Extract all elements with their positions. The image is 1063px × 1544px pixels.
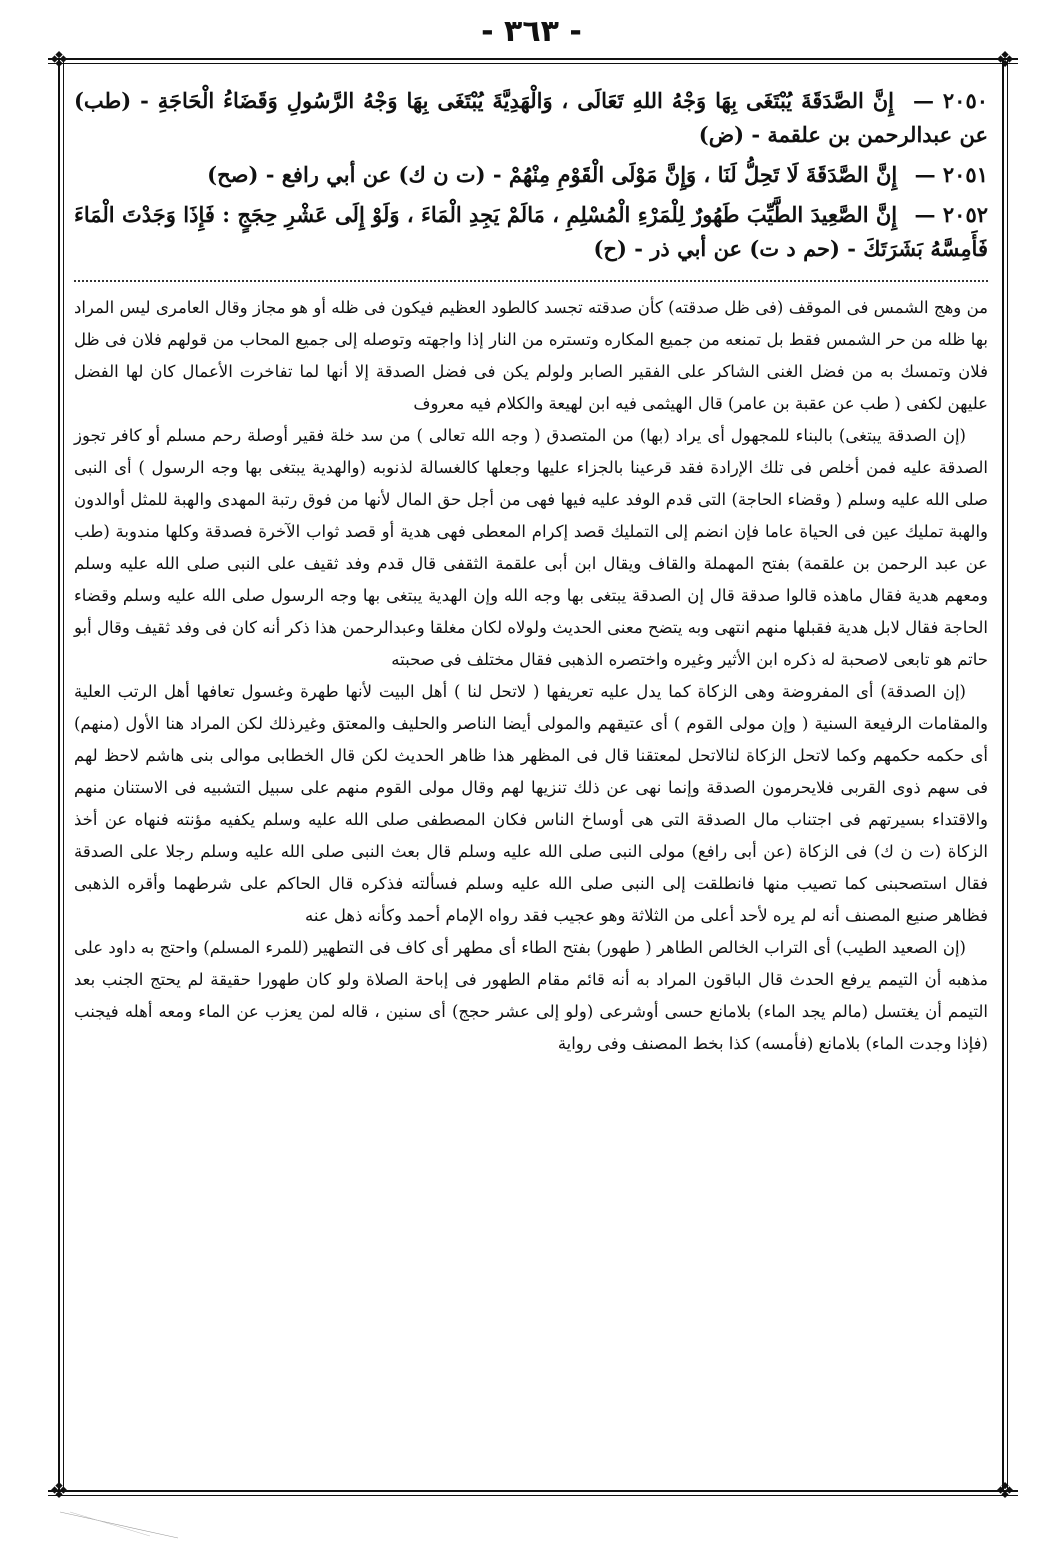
corner-ornament-icon: ❖ xyxy=(49,48,69,73)
hadith-number: ٢٠٥٢ — xyxy=(914,202,989,228)
hadith-2052 xyxy=(74,198,988,266)
scan-artifact-lines xyxy=(60,1510,180,1540)
corner-ornament-icon: ❖ xyxy=(995,48,1015,73)
hadith-text: إِنَّ الصَّدَقَةَ لَا تَحِلُّ لَنَا ، وَإِنَّ مَوْلَى الْقَوْمِ مِنْهُمْ - (ت ن ك) عن أبي رافع - (صح) xyxy=(207,162,898,188)
commentary-paragraph: من وهج الشمس فى الموقف (فى ظل صدقته) كأن صدقته تجسد كالطود العظيم فيكون فى ظله أو هو مجاز وقال العامرى ليس المراد بها ظله من حر الشمس فقط بل تمنعه من جميع المكاره وتستره من النار إذا واجهته وتوصله إلى جميع المحاب من قولهم فلان فى ظل فلان وتمسك به من فضل الغنى الشاكر على الفقير الصابر ولولم يكن فى فضل الصدقة إلا أنها لما تفاخرت الأعمال كان لها الفضل عليهن لكفى ( طب عن عقبة بن عامر) قال الهيثمى فيه ابن لهيعة والكلام فيه معروف xyxy=(74,298,988,414)
hadith-text: إِنَّ الصَّدَقَةَ يُبْتَغَى بِهَا وَجْهُ اللهِ تَعَالَى ، وَالْهَدِيَّةَ يُبْتَغَى بِهَا وَجْهُ الرَّسُولِ وَقَضَاءُ الْحَاجَةِ - (طب) عن عبدالرحمن بن علقمة - (ض) xyxy=(74,88,988,148)
hadith-2050 xyxy=(74,84,988,152)
hadith-text: إِنَّ الصَّعِيدَ الطَّيِّبَ طَهُورٌ لِلْمَرْءِ الْمُسْلِمِ ، مَالَمْ يَجِدِ الْمَاءَ ، وَلَوْ إِلَى عَشْرِ حِجَجٍ : فَإِذَا وَجَدْتَ الْمَاءَ فَأَمِسَّهُ بَشَرَتَكَ - (حم د ت) عن أبي ذر - (ح) xyxy=(74,202,988,262)
commentary-paragraph: (إن الصدقة) أى المفروضة وهى الزكاة كما يدل عليه تعريفها ( لاتحل لنا ) أهل البيت لأنها طهرة وغسول تعافها أهل الرتب العلية والمقامات الرفيعة السنية ( وإن مولى القوم ) أى عتيقهم والمولى أيضا الناصر والحليف والمعتق وغيرذلك لكن المراد هنا الأول (منهم) أى حكمه حكمهم وكما لاتحل الزكاة لنالاتحل لمعتقنا قال فى المظهر هذا ظاهر الحديث لكن قال الخطابى موالى بنى هاشم لاحظ لهم فى سهم ذوى القربى فلايحرمون الصدقة وإنما نهى عن ذلك تنزيها لهم وقال مولى القوم منهم على سبيل التشبيه فى الاستنان منهم والاقتداء بسيرتهم فى اجتناب مال الصدقة التى هى أوساخ الناس فكان المصطفى صلى الله عليه وسلم يكفيه مؤنته فنهاه عن أخذ الزكاة (ت ن ك) فى الزكاة (عن أبى رافع) مولى النبى صلى الله عليه وسلم قال بعث النبى صلى الله عليه وسلم رجلا على الصدقة فقال استصحبنى كما تصيب منها فانطلقت إلى النبى صلى الله عليه وسلم فسألته فذكره قال الحاكم على شرطهما وأقره الذهبى فظاهر صنيع المصنف أنه لم يره لأحد أعلى من الثلاثة وهو عجيب فقد رواه الإمام أحمد وكأنه ذهل عنه xyxy=(74,682,988,926)
frame-bottom-border xyxy=(48,1490,1018,1496)
frame-left-border xyxy=(58,60,64,1492)
commentary-paragraph: (إن الصدقة يبتغى) بالبناء للمجهول أى يراد (بها) من المتصدق ( وجه الله تعالى ) من سد خلة فقير أوصلة رحم مسلم أو كافر تجوز الصدقة عليه فمن أخلص فى تلك الإرادة فقد قرعينا بالجزاء عليها وجعلها كالغسالة لذنوبه (والهدية يبتغى بها وجه الرسول ) أى النبى صلى الله عليه وسلم ( وقضاء الحاجة) التى قدم الوفد عليه فيها فهى من أجل حق المال لأنها من فوق رتبة المهدى والهبة للمثل أوالدون والهبة تمليك عين فى الحياة عاما فإن انضم إلى التمليك قصد إكرام المعطى فهى هدية أو قصد ثواب الآخرة فصدقة وكلها مندوبة (طب عن عبد الرحمن بن علقمة) بفتح المهملة والقاف ويقال ابن أبى علقمة الثقفى قال قدم وفد ثقيف على النبى صلى الله عليه وسلم ومعهم هدية فقال ماهذه قالوا صدقة قال إن الصدقة يبتغى بها وجه الله وإن الهدية يبتغى بها وجه الرسول صلى الله عليه وسلم وقضاء الحاجة فقال لابل هدية فقبلها منهم انتهى وبه يتضح معنى الحديث ولولاه لكان مغلقا وعبدالرحمن هذا ذكر أنه كان فى وفد ثقيف وقال أبو حاتم هو تابعى لاصحبة له ذكره ابن الأثير وغيره واختصره الذهبى فقال مختلف فى صحبته xyxy=(74,426,988,670)
section-divider xyxy=(74,280,988,282)
page-content xyxy=(74,84,988,1060)
corner-ornament-icon: ❖ xyxy=(49,1479,69,1504)
frame-top-border xyxy=(48,58,1018,64)
page-number: - ٣٦٣ - xyxy=(481,14,582,49)
hadith-number: ٢٠٥١ — xyxy=(914,162,988,188)
corner-ornament-icon: ❖ xyxy=(995,1479,1015,1504)
commentary-paragraph: (إن الصعيد الطيب) أى التراب الخالص الطاهر ( طهور) بفتح الطاء أى مطهر أى كاف فى التطهير (للمرء المسلم) واحتج به داود على مذهبه أن التيمم يرفع الحدث قال الباقون المراد به أنه قائم مقام الطهور فى إباحة الصلاة ولو كان طهورا حقيقة لم يحتج الجنب بعد التيمم أن يغتسل (مالم يجد الماء) بلامانع حسى أوشرعى (ولو إلى عشر حجج) أى سنين ، قاله لمن يعزب عن الماء ومعه أهله فيجنب (فإذا وجدت الماء) بلامانع (فأمسه) كذا بخط المصنف وفى رواية xyxy=(74,938,988,1054)
frame-right-border xyxy=(1002,60,1008,1492)
hadith-number: ٢٠٥٠ — xyxy=(912,88,989,113)
hadith-2051 xyxy=(74,158,988,192)
